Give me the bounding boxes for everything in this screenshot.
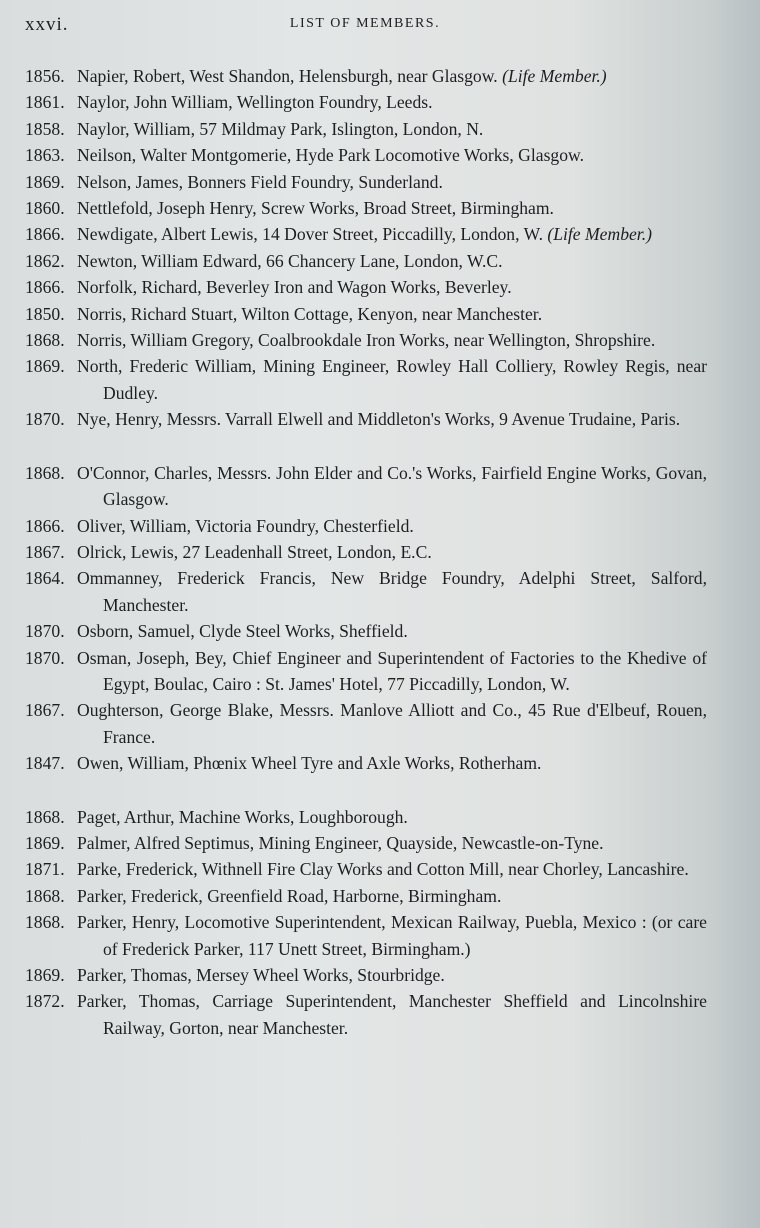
member-entry (25, 221, 707, 247)
member-entry (25, 63, 707, 89)
election-year: 1871. (25, 859, 65, 880)
election-year: 1869. (25, 832, 65, 853)
member-entry (25, 962, 707, 988)
member-details: Naylor, John William, Wellington Foundry, Leeds. (77, 92, 433, 113)
letter-group (25, 804, 707, 1042)
member-details: Owen, William, Phœnix Wheel Tyre and Axle Works, Rotherham. (77, 753, 542, 774)
member-details: Parker, Frederick, Greenfield Road, Harborne, Birmingham. (77, 885, 502, 906)
election-year: 1866. (25, 515, 65, 536)
life-member-note: (Life Member.) (502, 66, 607, 86)
letter-group (25, 460, 707, 777)
election-year: 1870. (25, 647, 65, 668)
member-entry (25, 353, 707, 406)
member-details: Newton, William Edward, 66 Chancery Lane, London, W.C. (77, 250, 503, 271)
member-entry (25, 142, 707, 168)
member-details: Naylor, William, 57 Mildmay Park, Islington, London, N. (77, 118, 484, 139)
election-year: 1867. (25, 541, 65, 562)
member-details: Neilson, Walter Montgomerie, Hyde Park Locomotive Works, Glasgow. (77, 145, 584, 166)
member-entry (25, 248, 707, 274)
member-entry (25, 513, 707, 539)
member-entry (25, 89, 707, 115)
election-year: 1869. (25, 965, 65, 985)
member-entry (25, 169, 707, 195)
member-entry (25, 618, 707, 644)
member-details: Palmer, Alfred Septimus, Mining Engineer, Quayside, Newcastle-on-Tyne. (77, 832, 604, 853)
member-details: Parker, Henry, Locomotive Superintendent, Mexican Railway, Puebla, Mexico : (or care of Frederick Parker, 117 Unett Street, Birmingham.) (77, 912, 707, 959)
election-year: 1864. (25, 568, 65, 589)
election-year: 1868. (25, 885, 65, 906)
election-year: 1868. (25, 912, 65, 933)
member-entry (25, 645, 707, 698)
member-entry (25, 750, 707, 776)
life-member-note: (Life Member.) (547, 224, 652, 245)
member-details: Parker, Thomas, Mersey Wheel Works, Stourbridge. (77, 965, 445, 985)
member-entry (25, 883, 707, 909)
election-year: 1866. (25, 224, 65, 245)
member-details: Nye, Henry, Messrs. Varrall Elwell and Middleton's Works, 9 Avenue Trudaine, Paris. (77, 409, 681, 430)
member-entry (25, 116, 707, 142)
member-entry (25, 406, 707, 432)
member-details: Parke, Frederick, Withnell Fire Clay Works and Cotton Mill, near Chorley, Lancashire. (77, 859, 689, 880)
election-year: 1862. (25, 250, 65, 271)
member-details: Paget, Arthur, Machine Works, Loughborough. (77, 806, 408, 827)
member-entry (25, 565, 707, 618)
member-details: Ommanney, Frederick Francis, New Bridge Foundry, Adelphi Street, Salford, Manchester. (77, 568, 707, 615)
member-details: O'Connor, Charles, Messrs. John Elder and Co.'s Works, Fairfield Engine Works, Govan, Glasgow. (77, 462, 707, 510)
election-year: 1869. (25, 356, 65, 377)
member-entry (25, 804, 707, 830)
member-details: Nettlefold, Joseph Henry, Screw Works, Broad Street, Birmingham. (77, 198, 554, 219)
running-title: LIST OF MEMBERS. (289, 16, 441, 31)
member-entry (25, 327, 707, 353)
member-details: North, Frederic William, Mining Engineer, Rowley Hall Colliery, Rowley Regis, near Dudley. (77, 356, 707, 403)
member-details: Nelson, James, Bonners Field Foundry, Sunderland. (77, 171, 443, 192)
member-entry (25, 274, 707, 300)
member-entry (25, 195, 707, 221)
member-details: Norfolk, Richard, Beverley Iron and Wagon Works, Beverley. (77, 277, 512, 298)
member-details: Newdigate, Albert Lewis, 14 Dover Street, Piccadilly, London, W. (77, 224, 543, 245)
member-entry (25, 539, 707, 565)
member-details: Napier, Robert, West Shandon, Helensburgh, near Glasgow. (77, 66, 498, 86)
election-year: 1868. (25, 462, 65, 483)
election-year: 1860. (25, 198, 65, 219)
election-year: 1858. (25, 118, 65, 139)
election-year: 1866. (25, 277, 65, 298)
election-year: 1868. (25, 330, 65, 351)
member-details: Norris, William Gregory, Coalbrookdale Iron Works, near Wellington, Shropshire. (77, 330, 656, 351)
election-year: 1863. (25, 145, 65, 166)
election-year: 1861. (25, 92, 65, 113)
election-year: 1868. (25, 806, 65, 827)
page-number: xxvi. (25, 14, 69, 35)
election-year: 1856. (25, 66, 65, 86)
member-details: Parker, Thomas, Carriage Superintendent, Manchester Sheffield and Lincolnshire Railway, Gorton, near Manchester. (77, 991, 707, 1038)
member-entry (25, 909, 707, 962)
member-details: Norris, Richard Stuart, Wilton Cottage, Kenyon, near Manchester. (77, 303, 543, 324)
member-list (25, 63, 707, 1068)
election-year: 1867. (25, 700, 65, 721)
election-year: 1869. (25, 171, 65, 192)
election-year: 1850. (25, 303, 65, 324)
page-header (25, 14, 705, 38)
member-details: Olrick, Lewis, 27 Leadenhall Street, London, E.C. (77, 541, 432, 562)
member-entry (25, 301, 707, 327)
letter-group (25, 63, 707, 433)
election-year: 1847. (25, 753, 65, 774)
election-year: 1870. (25, 621, 65, 642)
member-details: Oliver, William, Victoria Foundry, Chesterfield. (77, 515, 414, 536)
member-entry (25, 856, 707, 882)
election-year: 1872. (25, 991, 65, 1012)
member-entry (25, 697, 707, 750)
member-entry (25, 988, 707, 1041)
member-details: Osborn, Samuel, Clyde Steel Works, Sheffield. (77, 621, 408, 642)
member-details: Osman, Joseph, Bey, Chief Engineer and Superintendent of Factories to the Khedive of Egypt, Boulac, Cairo : St. James' Hotel, 77 Piccadilly, London, W. (77, 647, 707, 694)
member-entry (25, 460, 707, 513)
election-year: 1870. (25, 409, 65, 430)
member-details: Oughterson, George Blake, Messrs. Manlove Alliott and Co., 45 Rue d'Elbeuf, Rouen, France. (77, 700, 707, 747)
member-entry (25, 830, 707, 856)
